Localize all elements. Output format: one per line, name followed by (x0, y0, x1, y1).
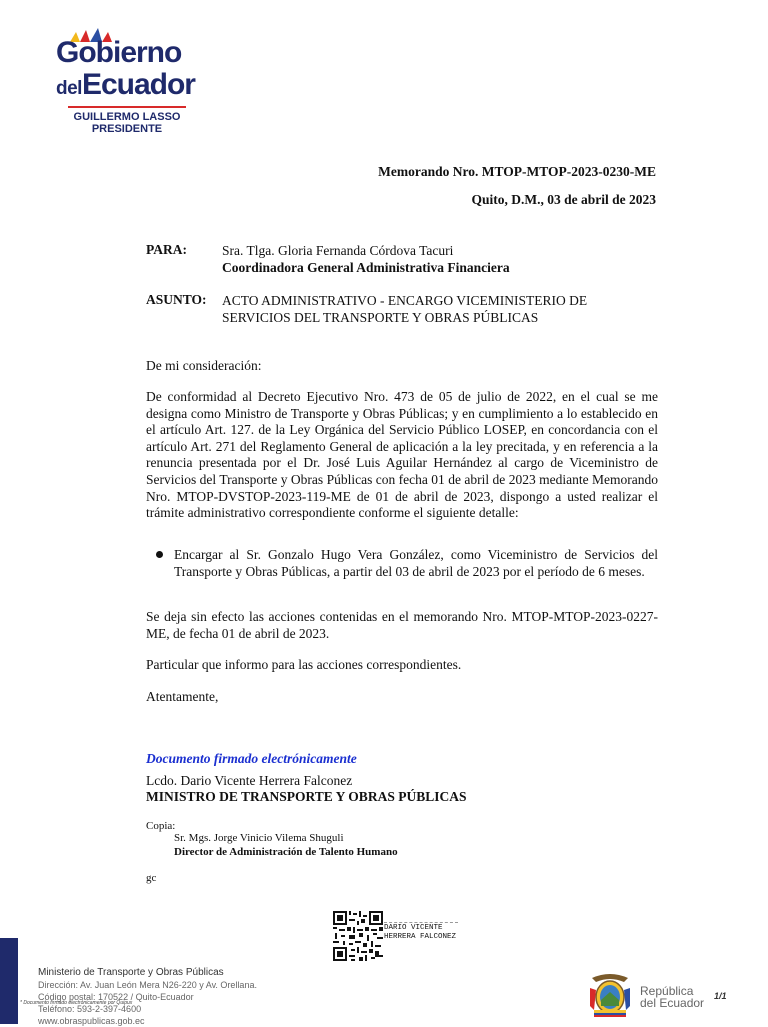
signature-stamp-rule (384, 922, 458, 923)
memo-date: Quito, D.M., 03 de abril de 2023 (471, 192, 656, 207)
republica-line-2: del Ecuador (640, 996, 705, 1010)
asunto-line-1: ACTO ADMINISTRATIVO - ENCARGO VICEMINISTERIO DE (222, 293, 588, 308)
signer-title: MINISTRO DE TRANSPORTE Y OBRAS PÚBLICAS (146, 789, 467, 804)
logo-divider (68, 106, 186, 108)
gobierno-logo (46, 24, 206, 135)
para-role: Coordinadora General Administrativa Financiera (222, 260, 510, 275)
republica-line-1: República (640, 984, 694, 998)
body-paragraph-1: De conformidad al Decreto Ejecutivo Nro. 473 de 05 de julio de 2022, en el cual se me designa como Ministro de Transporte y Obras Públicas; y en cumplimiento a lo establecido en el artículo Art. 127. de la Ley Orgánica del Servicio Público LOSEP, en concordancia con el artículo Art. 271 del Reglamento General de aplicación a la ley precitada, y en referencia a la renuncia presentada por el Dr. José Luis Aguilar Hernández al cargo de Viceministro de Servicios del Transporte y Obras Públicas con fecha 01 de abril de 2023 mediante Memorando Nro. MTOP-DVSTOP-2023-119-ME de 01 de abril de 2023, dispongo a usted realizar el trámite administrativo correspondiente conforme el siguiente detalle: (146, 389, 658, 521)
body-paragraph-2: Se deja sin efecto las acciones contenidas en el memorando Nro. MTOP-MTOP-2023-0227-ME, de fecha 01 de abril de 2023. (146, 609, 658, 641)
footer-ministry: Ministerio de Transporte y Obras Públicas (38, 967, 224, 978)
signer-name: Lcdo. Dario Vicente Herrera Falconez (146, 773, 353, 788)
para-name: Sra. Tlga. Gloria Fernanda Córdova Tacuri (222, 243, 454, 258)
para-recipient (222, 242, 662, 276)
logo-line-1: Gobierno (56, 36, 182, 69)
logo-president-name: GUILLERMO LASSO (73, 111, 181, 123)
asunto-text (222, 292, 662, 326)
logo-line-2-big: Ecuador (81, 68, 195, 101)
logo-line-2-small: del (56, 78, 82, 99)
asunto-label: ASUNTO: (146, 292, 207, 307)
footer-postal: Código postal: 170522 / Quito-Ecuador (38, 992, 194, 1002)
footer-contact (38, 966, 257, 1027)
footer-doc-note: * Documento firmado electrónicamente por Quipux (20, 1000, 133, 1006)
signed-electronically-note: Documento firmado electrónicamente (146, 751, 357, 766)
logo-line-2 (56, 70, 195, 105)
republica-ecuador-label (640, 985, 704, 1009)
footer-address: Dirección: Av. Juan León Mera N26-220 y Av. Orellana. (38, 980, 257, 990)
footer-phone: Teléfono: 593-2-397-4600 (38, 1004, 142, 1014)
signature-stamp-line-2: HERRERA FALCONEZ (384, 932, 457, 941)
footer-side-bar (0, 938, 18, 1024)
page-number: 1/1 (714, 991, 727, 1001)
copy-name: Sr. Mgs. Jorge Vinicio Vilema Shuguli (174, 832, 344, 844)
salutation: De mi consideración: (146, 358, 262, 373)
qr-code-icon (333, 911, 383, 961)
bullet-icon (156, 551, 163, 558)
closing: Atentamente, (146, 689, 219, 704)
coat-of-arms-icon (588, 970, 632, 1020)
copy-role: Director de Administración de Talento Humano (174, 846, 398, 858)
copy-label: Copia: (146, 820, 176, 832)
signature-stamp (384, 922, 464, 952)
body-paragraph-3: Particular que informo para las acciones correspondientes. (146, 657, 462, 672)
signature-stamp-line-1: DARIO VICENTE (384, 924, 443, 932)
logo-president-title: PRESIDENTE (91, 123, 163, 135)
para-label: PARA: (146, 242, 187, 257)
body-bullet-1: Encargar al Sr. Gonzalo Hugo Vera González, como Viceministro de Servicios del Transporte y Obras Públicas, a partir del 03 de abril de 2023 por el período de 6 meses. (174, 547, 658, 579)
initials: gc (146, 872, 157, 884)
footer-web: www.obraspublicas.gob.ec (38, 1016, 145, 1026)
memo-number: Memorando Nro. MTOP-MTOP-2023-0230-ME (378, 164, 656, 179)
asunto-line-2: SERVICIOS DEL TRANSPORTE Y OBRAS PÚBLICAS (222, 310, 539, 325)
